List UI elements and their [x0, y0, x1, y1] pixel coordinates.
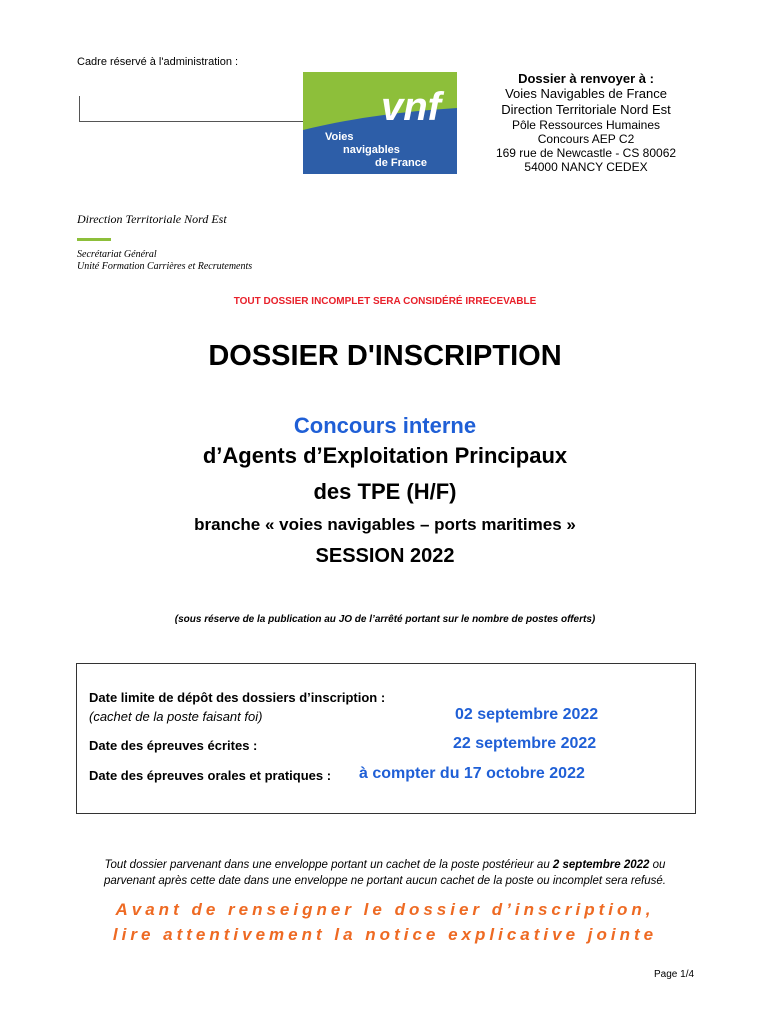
notice-date: 2 septembre 2022 [552, 859, 650, 871]
deadline-value: 02 septembre 2022 [455, 706, 599, 723]
page-title: DOSSIER D'INSCRIPTION [208, 340, 562, 372]
logo-line-1: Voies [325, 131, 354, 143]
advice-line-2: lire attentivement la notice explicative jointe [112, 925, 658, 944]
address-line-5: 169 rue de Newcastle - CS 80062 [495, 146, 677, 160]
contest-line-3: des TPE (H/F) [313, 479, 457, 504]
contest-session: SESSION 2022 [315, 545, 455, 567]
address-line-3: Pôle Ressources Humaines [511, 118, 661, 132]
written-value: 22 septembre 2022 [453, 735, 597, 752]
incomplete-warning: TOUT DOSSIER INCOMPLET SERA CONSIDÉRÉ IRRECEVABLE [233, 296, 537, 307]
oral-value: à compter du 17 octobre 2022 [359, 765, 585, 782]
notice-text [0, 857, 770, 889]
written-label: Date des épreuves écrites : [89, 738, 258, 753]
notice-line-1 [0, 857, 770, 873]
deadline-label: Date limite de dépôt des dossiers d’inscription : [89, 690, 386, 705]
deadline-sub: (cachet de la poste faisant foi) [89, 709, 263, 724]
address-line-6: 54000 NANCY CEDEX [524, 160, 648, 174]
notice-part-2: ou [649, 859, 666, 871]
page-number: Page 1/4 [654, 969, 695, 980]
direction-sub-2: Unité Formation Carrières et Recrutements [77, 261, 253, 272]
logo-brand: vnf [381, 85, 441, 129]
admin-box-label: Cadre réservé à l'administration : [77, 56, 239, 68]
mailing-address [472, 72, 700, 174]
address-line-4: Concours AEP C2 [537, 132, 635, 146]
address-title: Dossier à renvoyer à : [518, 71, 654, 86]
direction-title: Direction Territoriale Nord Est [77, 212, 227, 226]
green-divider [77, 238, 111, 241]
advice-line-1: Avant de renseigner le dossier d’inscription, [115, 900, 655, 919]
logo-line-2: navigables [343, 144, 400, 156]
notice-part-1: Tout dossier parvenant dans une enveloppe portant un cachet de la poste postérieur au [104, 859, 553, 871]
logo-line-3: de France [375, 157, 427, 169]
contest-line-2: d’Agents d’Exploitation Principaux [202, 443, 568, 468]
admin-box-frame [79, 96, 304, 122]
contest-type: Concours interne [293, 413, 477, 438]
notice-line-2: parvenant après cette date dans une enveloppe ne portant aucun cachet de la poste ou incomplet sera refusé. [104, 875, 666, 887]
address-line-2: Direction Territoriale Nord Est [501, 102, 671, 117]
reserve-note: (sous réserve de la publication au JO de l’arrêté portant sur le nombre de postes offerts) [174, 614, 596, 625]
oral-label: Date des épreuves orales et pratiques : [89, 768, 332, 783]
direction-sub-1: Secrétariat Général [77, 249, 157, 260]
contest-branch: branche « voies navigables – ports maritimes » [194, 515, 576, 534]
vnf-logo [303, 72, 457, 174]
address-line-1: Voies Navigables de France [505, 86, 667, 101]
